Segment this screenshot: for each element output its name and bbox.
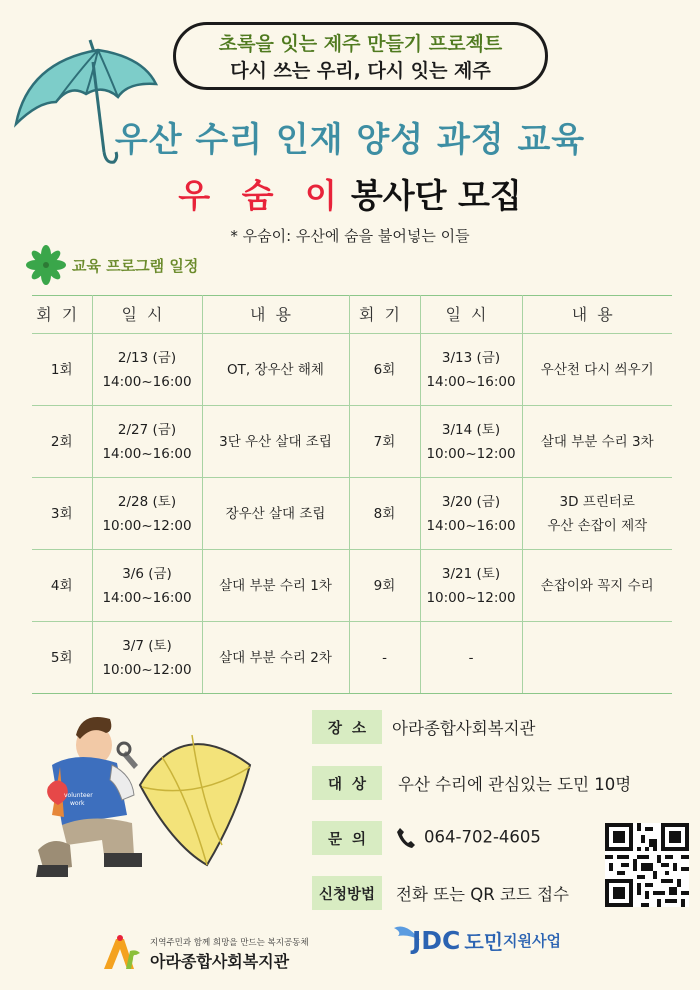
content-cell: 3단 우산 살대 조립 xyxy=(202,406,349,478)
content-text: 우산천 다시 씌우기 xyxy=(540,361,654,378)
session-cell: 5회 xyxy=(32,622,92,694)
recruit-heading xyxy=(0,170,700,217)
leaf-icon xyxy=(26,245,66,285)
time-text: 14:00~16:00 xyxy=(426,373,516,390)
contact-number[interactable]: 064-702-4605 xyxy=(424,827,541,847)
schedule-heading xyxy=(26,245,198,285)
datetime-cell xyxy=(92,478,202,550)
session-cell: - xyxy=(349,622,420,694)
sponsor-jdc: JDC xyxy=(412,925,461,955)
table-row xyxy=(32,622,672,694)
info-target xyxy=(312,766,631,800)
content-cell: 살대 부분 수리 2차 xyxy=(202,622,349,694)
datetime-cell xyxy=(420,622,522,694)
target-label: 대상 xyxy=(312,766,382,800)
place-label: 장소 xyxy=(312,710,382,744)
table-header-row xyxy=(32,296,672,334)
recruit-highlight: 우 숨 이 xyxy=(178,176,347,215)
session-cell: 4회 xyxy=(32,550,92,622)
datetime-cell xyxy=(92,334,202,406)
content-cell xyxy=(522,478,672,550)
place-value: 아라종합사회복지관 xyxy=(392,719,536,738)
date-text: 3/14 (토) xyxy=(441,421,501,438)
date-text: 3/6 (금) xyxy=(122,565,172,582)
content-text: 살대 부분 수리 3차 xyxy=(540,433,654,450)
content-text: 손잡이와 꼭지 수리 xyxy=(540,577,654,594)
target-value: 우산 수리에 관심있는 도민 10명 xyxy=(398,775,632,794)
content-cell xyxy=(522,550,672,622)
org-name: 아라종합사회복지관 xyxy=(150,951,290,971)
session-cell: 8회 xyxy=(349,478,420,550)
datetime-cell xyxy=(420,334,522,406)
session-cell: 6회 xyxy=(349,334,420,406)
table-row xyxy=(32,406,672,478)
session-cell: 9회 xyxy=(349,550,420,622)
date-text: 2/27 (금) xyxy=(117,421,177,438)
table-row xyxy=(32,334,672,406)
header-datetime: 일시 xyxy=(420,296,522,334)
time-text: 14:00~16:00 xyxy=(102,373,192,390)
apply-value: 전화 또는 QR 코드 접수 xyxy=(396,885,569,904)
datetime-cell xyxy=(92,622,202,694)
sponsor-rest: 지원사업 xyxy=(503,931,562,950)
sponsor-domi: 도민 xyxy=(464,929,504,954)
date-text: 3/13 (금) xyxy=(441,349,501,366)
content-cell xyxy=(522,406,672,478)
content-cell xyxy=(522,622,672,694)
definition-note: * 우숨이: 우산에 숨을 불어넣는 이들 xyxy=(230,227,470,245)
session-cell: 1회 xyxy=(32,334,92,406)
header-datetime: 일시 xyxy=(92,296,202,334)
date-text: 3/21 (토) xyxy=(441,565,501,582)
volunteer-illustration xyxy=(22,705,262,885)
info-apply xyxy=(312,876,569,910)
time-text: 14:00~16:00 xyxy=(426,517,516,534)
content-cell: 장우산 살대 조립 xyxy=(202,478,349,550)
header-content: 내용 xyxy=(202,296,349,334)
vest-text-2: work xyxy=(70,800,85,807)
contact-label: 문의 xyxy=(312,821,382,855)
time-text: 10:00~12:00 xyxy=(426,589,516,606)
org-logo xyxy=(100,935,309,973)
contact-value-wrap xyxy=(396,827,541,849)
session-cell: 7회 xyxy=(349,406,420,478)
schedule-heading-label: 교육 프로그램 일정 xyxy=(72,256,199,275)
sponsor-logo xyxy=(392,922,561,958)
time-text: 14:00~16:00 xyxy=(102,445,192,462)
time-text: 10:00~12:00 xyxy=(102,661,192,678)
content-text: 3D 프린터로 xyxy=(559,493,635,510)
header-content: 내용 xyxy=(522,296,672,334)
org-logo-icon xyxy=(100,935,144,973)
time-text: 10:00~12:00 xyxy=(426,445,516,462)
banner-line-1: 초록을 잇는 제주 만들기 프로젝트 xyxy=(218,33,503,55)
datetime-cell xyxy=(420,478,522,550)
info-contact xyxy=(312,821,541,855)
content-text-2: 우산 손잡이 제작 xyxy=(547,517,648,534)
datetime-cell xyxy=(92,550,202,622)
banner-line-2: 다시 쓰는 우리, 다시 잇는 제주 xyxy=(230,60,491,82)
date-text: 3/20 (금) xyxy=(441,493,501,510)
phone-icon xyxy=(396,827,416,849)
recruit-rest: 봉사단 모집 xyxy=(350,176,522,215)
header-session: 회기 xyxy=(349,296,420,334)
datetime-cell xyxy=(420,550,522,622)
date-text: 3/7 (토) xyxy=(122,637,172,654)
project-banner xyxy=(173,22,548,90)
date-text: - xyxy=(468,649,474,666)
qr-code[interactable] xyxy=(605,823,689,907)
datetime-cell xyxy=(420,406,522,478)
page-title: 우산 수리 인재 양성 과정 교육 xyxy=(114,120,586,160)
apply-label: 신청방법 xyxy=(312,876,382,910)
session-cell: 3회 xyxy=(32,478,92,550)
table-row xyxy=(32,550,672,622)
info-place xyxy=(312,710,535,744)
vest-text-1: volunteer xyxy=(64,792,93,799)
header-session: 회기 xyxy=(32,296,92,334)
time-text: 14:00~16:00 xyxy=(102,589,192,606)
content-cell xyxy=(522,334,672,406)
date-text: 2/13 (금) xyxy=(117,349,177,366)
session-cell: 2회 xyxy=(32,406,92,478)
schedule-table xyxy=(32,295,672,694)
datetime-cell xyxy=(92,406,202,478)
content-cell: 살대 부분 수리 1차 xyxy=(202,550,349,622)
org-tagline: 지역주민과 함께 희망을 만드는 복지공동체 xyxy=(150,937,309,948)
date-text: 2/28 (토) xyxy=(117,493,177,510)
time-text: 10:00~12:00 xyxy=(102,517,192,534)
content-cell: OT, 장우산 해체 xyxy=(202,334,349,406)
table-row xyxy=(32,478,672,550)
